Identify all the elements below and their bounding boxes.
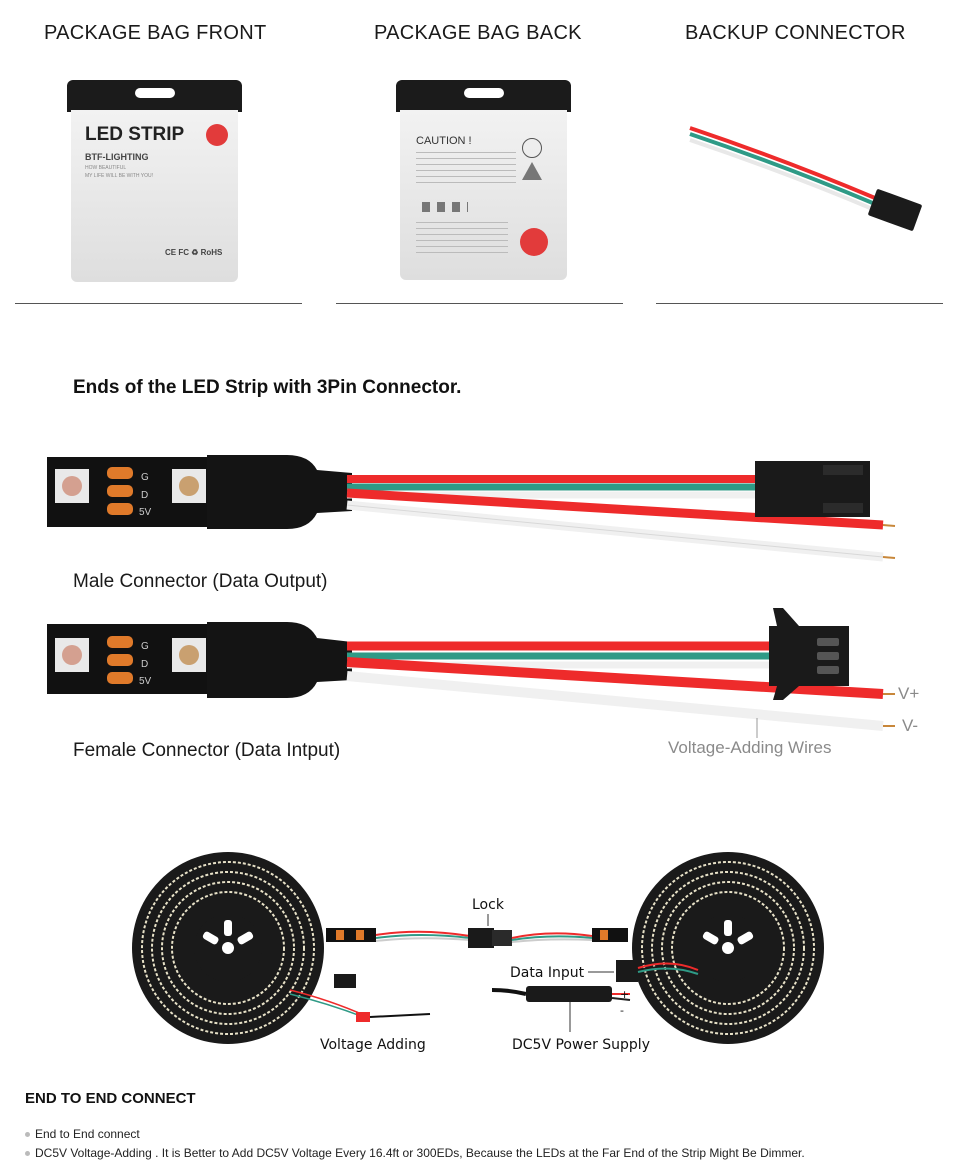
- strip-end-right: [592, 928, 628, 942]
- v-plus-label: V+: [898, 684, 920, 703]
- lock-connector-male: [468, 928, 494, 948]
- lock-connector-female: [492, 930, 512, 946]
- power-supply-label: DC5V Power Supply: [512, 1037, 650, 1053]
- bag-caution: CAUTION !: [416, 135, 472, 147]
- bag-title: LED STRIP: [85, 124, 185, 145]
- solder-pad: [107, 654, 133, 666]
- hang-hole: [135, 88, 175, 98]
- bullet-dot: [25, 1151, 30, 1156]
- bag-body: [71, 110, 238, 282]
- bullet-item: [25, 1146, 805, 1160]
- bag-text-lines: [416, 152, 516, 188]
- solder-pad: [107, 672, 133, 684]
- bag-brand-logo-icon: [520, 228, 548, 256]
- v-minus-label: V-: [902, 716, 919, 735]
- title-backup-connector: BACKUP CONNECTOR: [685, 22, 906, 44]
- esd-triangle-icon: [522, 162, 542, 180]
- end-to-end-diagram: [130, 850, 830, 1050]
- backup-connector-image: [685, 120, 935, 240]
- bag-header: [396, 80, 571, 112]
- minus-sign: -: [620, 1004, 624, 1017]
- bag-tagline-2: MY LIFE WILL BE WITH YOU!: [85, 173, 153, 179]
- voltage-adding-plug: [356, 1012, 370, 1022]
- divider-2: [336, 303, 623, 304]
- title-package-bag-back: PACKAGE BAG BACK: [374, 22, 582, 44]
- wire-tip: [883, 525, 895, 526]
- package-bag-front-image: [67, 80, 242, 282]
- pin-d: D: [141, 659, 149, 670]
- data-input-connector: [616, 960, 638, 982]
- bag-brand-logo-icon: [206, 124, 228, 146]
- pin-g: G: [141, 641, 149, 652]
- title-package-bag-front: PACKAGE BAG FRONT: [44, 22, 267, 44]
- end-to-end-title: END TO END CONNECT: [25, 1090, 196, 1107]
- voltage-adding-connector: [334, 974, 356, 988]
- connector-wire-green: [690, 134, 875, 204]
- bag-tagline-1: HOW BEAUTIFUL: [85, 165, 127, 171]
- dc-power-plug: [526, 986, 612, 1002]
- connector-wire-white: [690, 140, 875, 210]
- male-connector-label: Male Connector (Data Output): [73, 571, 328, 592]
- led-reel-right: [632, 852, 824, 1044]
- male-connector-image: [47, 455, 907, 575]
- female-connector-image: [47, 620, 907, 740]
- heat-shrink: [207, 622, 352, 698]
- bullet-text: End to End connect: [35, 1127, 140, 1141]
- power-cable: [492, 990, 526, 994]
- connector-housing: [868, 189, 923, 232]
- voltage-wires-label: Voltage-Adding Wires: [668, 738, 832, 757]
- bag-body: [400, 110, 567, 280]
- bag-brand: BTF-LIGHTING: [85, 152, 149, 162]
- led-reel-left: [132, 852, 324, 1044]
- bullet-item: [25, 1127, 140, 1141]
- pin-d: D: [141, 490, 149, 501]
- connector-wire-red: [690, 128, 875, 198]
- section-title: Ends of the LED Strip with 3Pin Connector.: [73, 377, 462, 398]
- divider-3: [656, 303, 943, 304]
- bullet-text: DC5V Voltage-Adding . It is Better to Add DC5V Voltage Every 16.4ft or 300EDs, Because the LEDs at the Far End of the Strip Might Be Dimmer.: [35, 1146, 805, 1160]
- pin-5v: 5V: [139, 507, 152, 518]
- pin-5v: 5V: [139, 676, 152, 687]
- bag-header: [67, 80, 242, 112]
- esd-warning-icon: [522, 138, 542, 158]
- solder-pad: [107, 503, 133, 515]
- care-icons: [422, 202, 468, 212]
- heat-shrink: [207, 455, 352, 529]
- lock-label: Lock: [472, 897, 504, 913]
- bag-certifications: CE FC ♻ RoHS: [165, 248, 223, 257]
- solder-pad: [107, 636, 133, 648]
- wire-tip: [883, 557, 895, 558]
- data-input-label: Data Input: [510, 965, 585, 981]
- divider-1: [15, 303, 302, 304]
- plus-sign: +: [620, 988, 630, 1001]
- package-bag-back-image: [396, 80, 571, 280]
- bullet-dot: [25, 1132, 30, 1137]
- hang-hole: [464, 88, 504, 98]
- voltage-adding-label: Voltage Adding: [320, 1037, 426, 1053]
- solder-pad: [107, 485, 133, 497]
- female-connector-label: Female Connector (Data Intput): [73, 740, 341, 761]
- solder-pad: [107, 467, 133, 479]
- pin-g: G: [141, 472, 149, 483]
- company-text-lines: [416, 222, 508, 258]
- strip-end-left: [326, 928, 376, 942]
